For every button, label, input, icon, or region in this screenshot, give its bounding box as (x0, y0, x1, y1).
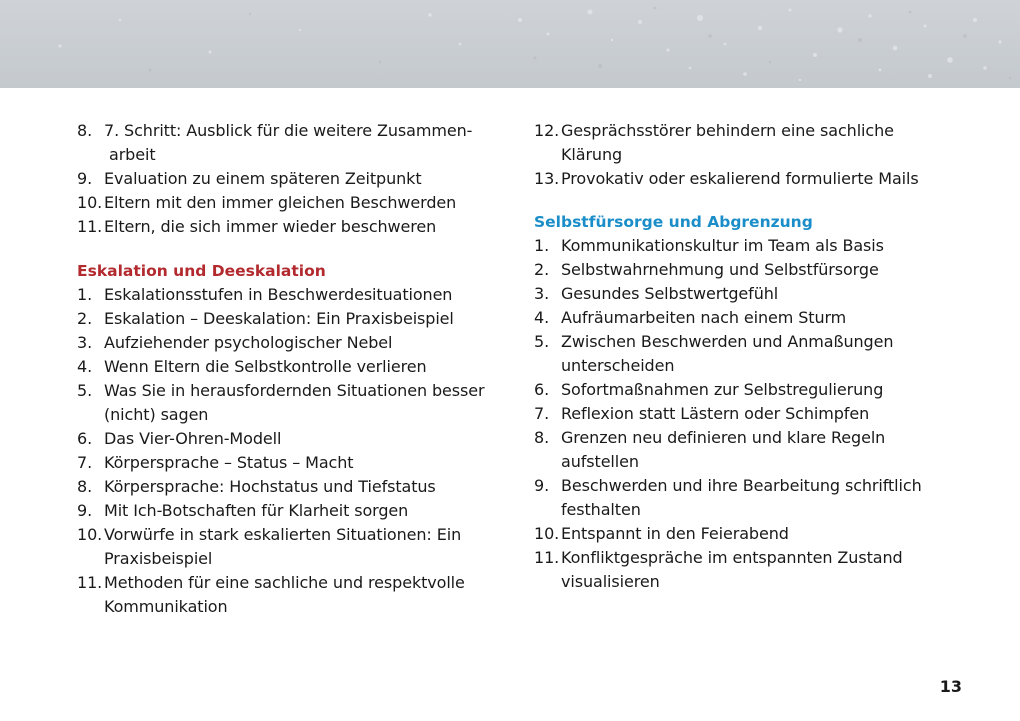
item-number: 11. (77, 573, 103, 592)
item-text: Aufräumarbeiten nach einem Sturm (561, 308, 847, 327)
left-column (77, 119, 497, 619)
item-number: 5. (77, 381, 93, 400)
item-number: 3. (534, 284, 550, 303)
item-number: 10. (77, 193, 103, 212)
item-number: 2. (534, 260, 550, 279)
item-text: Aufziehender psychologischer Nebel (104, 333, 393, 352)
list-item (534, 306, 954, 330)
item-text: Gesundes Selbstwertgefühl (561, 284, 779, 303)
list-item (534, 474, 954, 522)
item-number: 1. (77, 285, 93, 304)
item-text: Evaluation zu einem späteren Zeitpunkt (104, 169, 422, 188)
list-item (77, 283, 497, 307)
list-item (77, 475, 497, 499)
list-item (77, 119, 497, 167)
item-number: 1. (534, 236, 550, 255)
list-item (534, 234, 954, 258)
list-item (77, 215, 497, 239)
item-text: Eltern mit den immer gleichen Beschwerden (104, 193, 457, 212)
item-number: 12. (534, 121, 560, 140)
right-column (534, 119, 954, 594)
page-number: 13 (939, 677, 962, 696)
list-item (77, 427, 497, 451)
list-item (534, 258, 954, 282)
list-item (77, 451, 497, 475)
item-text: Gesprächsstörer behindern eine sachliche Klärung (561, 121, 894, 164)
item-text: Grenzen neu definieren und klare Regeln aufstellen (561, 428, 886, 471)
item-text: Sofortmaßnahmen zur Selbstregulierung (561, 380, 884, 399)
list-item (77, 191, 497, 215)
item-text: 7. Schritt: Ausblick für die weitere Zusammen- arbeit (104, 121, 473, 164)
list-item (77, 167, 497, 191)
list-item (77, 355, 497, 379)
item-number: 11. (534, 548, 560, 567)
item-number: 7. (77, 453, 93, 472)
item-number: 5. (534, 332, 550, 351)
item-number: 7. (534, 404, 550, 423)
list-item (534, 378, 954, 402)
item-number: 3. (77, 333, 93, 352)
list-item (77, 571, 497, 619)
list-item (534, 426, 954, 474)
list-item (77, 523, 497, 571)
list-item (534, 546, 954, 594)
item-text: Methoden für eine sachliche und respektvolle Kommunikation (104, 573, 465, 616)
item-number: 9. (77, 501, 93, 520)
escalation-list (77, 283, 497, 619)
item-text: Körpersprache: Hochstatus und Tiefstatus (104, 477, 436, 496)
item-number: 11. (77, 217, 103, 236)
right-list-top (534, 119, 954, 191)
item-text: Was Sie in herausfordernden Situationen besser (nicht) sagen (104, 381, 485, 424)
item-number: 6. (534, 380, 550, 399)
list-item (77, 307, 497, 331)
item-text: Zwischen Beschwerden und Anmaßungen unterscheiden (561, 332, 894, 375)
item-number: 10. (534, 524, 560, 543)
item-number: 10. (77, 525, 103, 544)
item-text: Eskalationsstufen in Beschwerdesituationen (104, 285, 453, 304)
item-number: 9. (534, 476, 550, 495)
banner-texture (0, 0, 1020, 88)
list-item (534, 522, 954, 546)
item-number: 8. (534, 428, 550, 447)
header-banner (0, 0, 1020, 88)
list-item (77, 379, 497, 427)
list-item (77, 499, 497, 523)
list-item (534, 282, 954, 306)
item-text: Eskalation – Deeskalation: Ein Praxisbeispiel (104, 309, 454, 328)
item-text: Provokativ oder eskalierend formulierte Mails (561, 169, 919, 188)
item-number: 4. (534, 308, 550, 327)
section-heading-selfcare: Selbstfürsorge und Abgrenzung (534, 213, 813, 231)
item-number: 13. (534, 169, 560, 188)
item-text: Beschwerden und ihre Bearbeitung schriftlich festhalten (561, 476, 922, 519)
item-text: Konfliktgespräche im entspannten Zustand visualisieren (561, 548, 903, 591)
item-number: 9. (77, 169, 93, 188)
item-text: Kommunikationskultur im Team als Basis (561, 236, 884, 255)
item-text: Das Vier-Ohren-Modell (104, 429, 282, 448)
selfcare-list (534, 234, 954, 594)
item-text: Mit Ich-Botschaften für Klarheit sorgen (104, 501, 409, 520)
item-number: 4. (77, 357, 93, 376)
list-item (534, 167, 954, 191)
item-number: 8. (77, 121, 93, 140)
item-text: Selbstwahrnehmung und Selbstfürsorge (561, 260, 879, 279)
item-number: 6. (77, 429, 93, 448)
item-text: Körpersprache – Status – Macht (104, 453, 354, 472)
item-text: Eltern, die sich immer wieder beschweren (104, 217, 437, 236)
item-text: Vorwürfe in stark eskalierten Situationen: Ein Praxisbeispiel (104, 525, 462, 568)
list-item (534, 119, 954, 167)
left-list-top (77, 119, 497, 239)
item-number: 2. (77, 309, 93, 328)
section-heading-escalation: Eskalation und Deeskalation (77, 262, 326, 280)
item-number: 8. (77, 477, 93, 496)
item-text: Entspannt in den Feierabend (561, 524, 789, 543)
list-item (77, 331, 497, 355)
list-item (534, 402, 954, 426)
list-item (534, 330, 954, 378)
item-text: Wenn Eltern die Selbstkontrolle verlieren (104, 357, 427, 376)
item-text: Reflexion statt Lästern oder Schimpfen (561, 404, 870, 423)
